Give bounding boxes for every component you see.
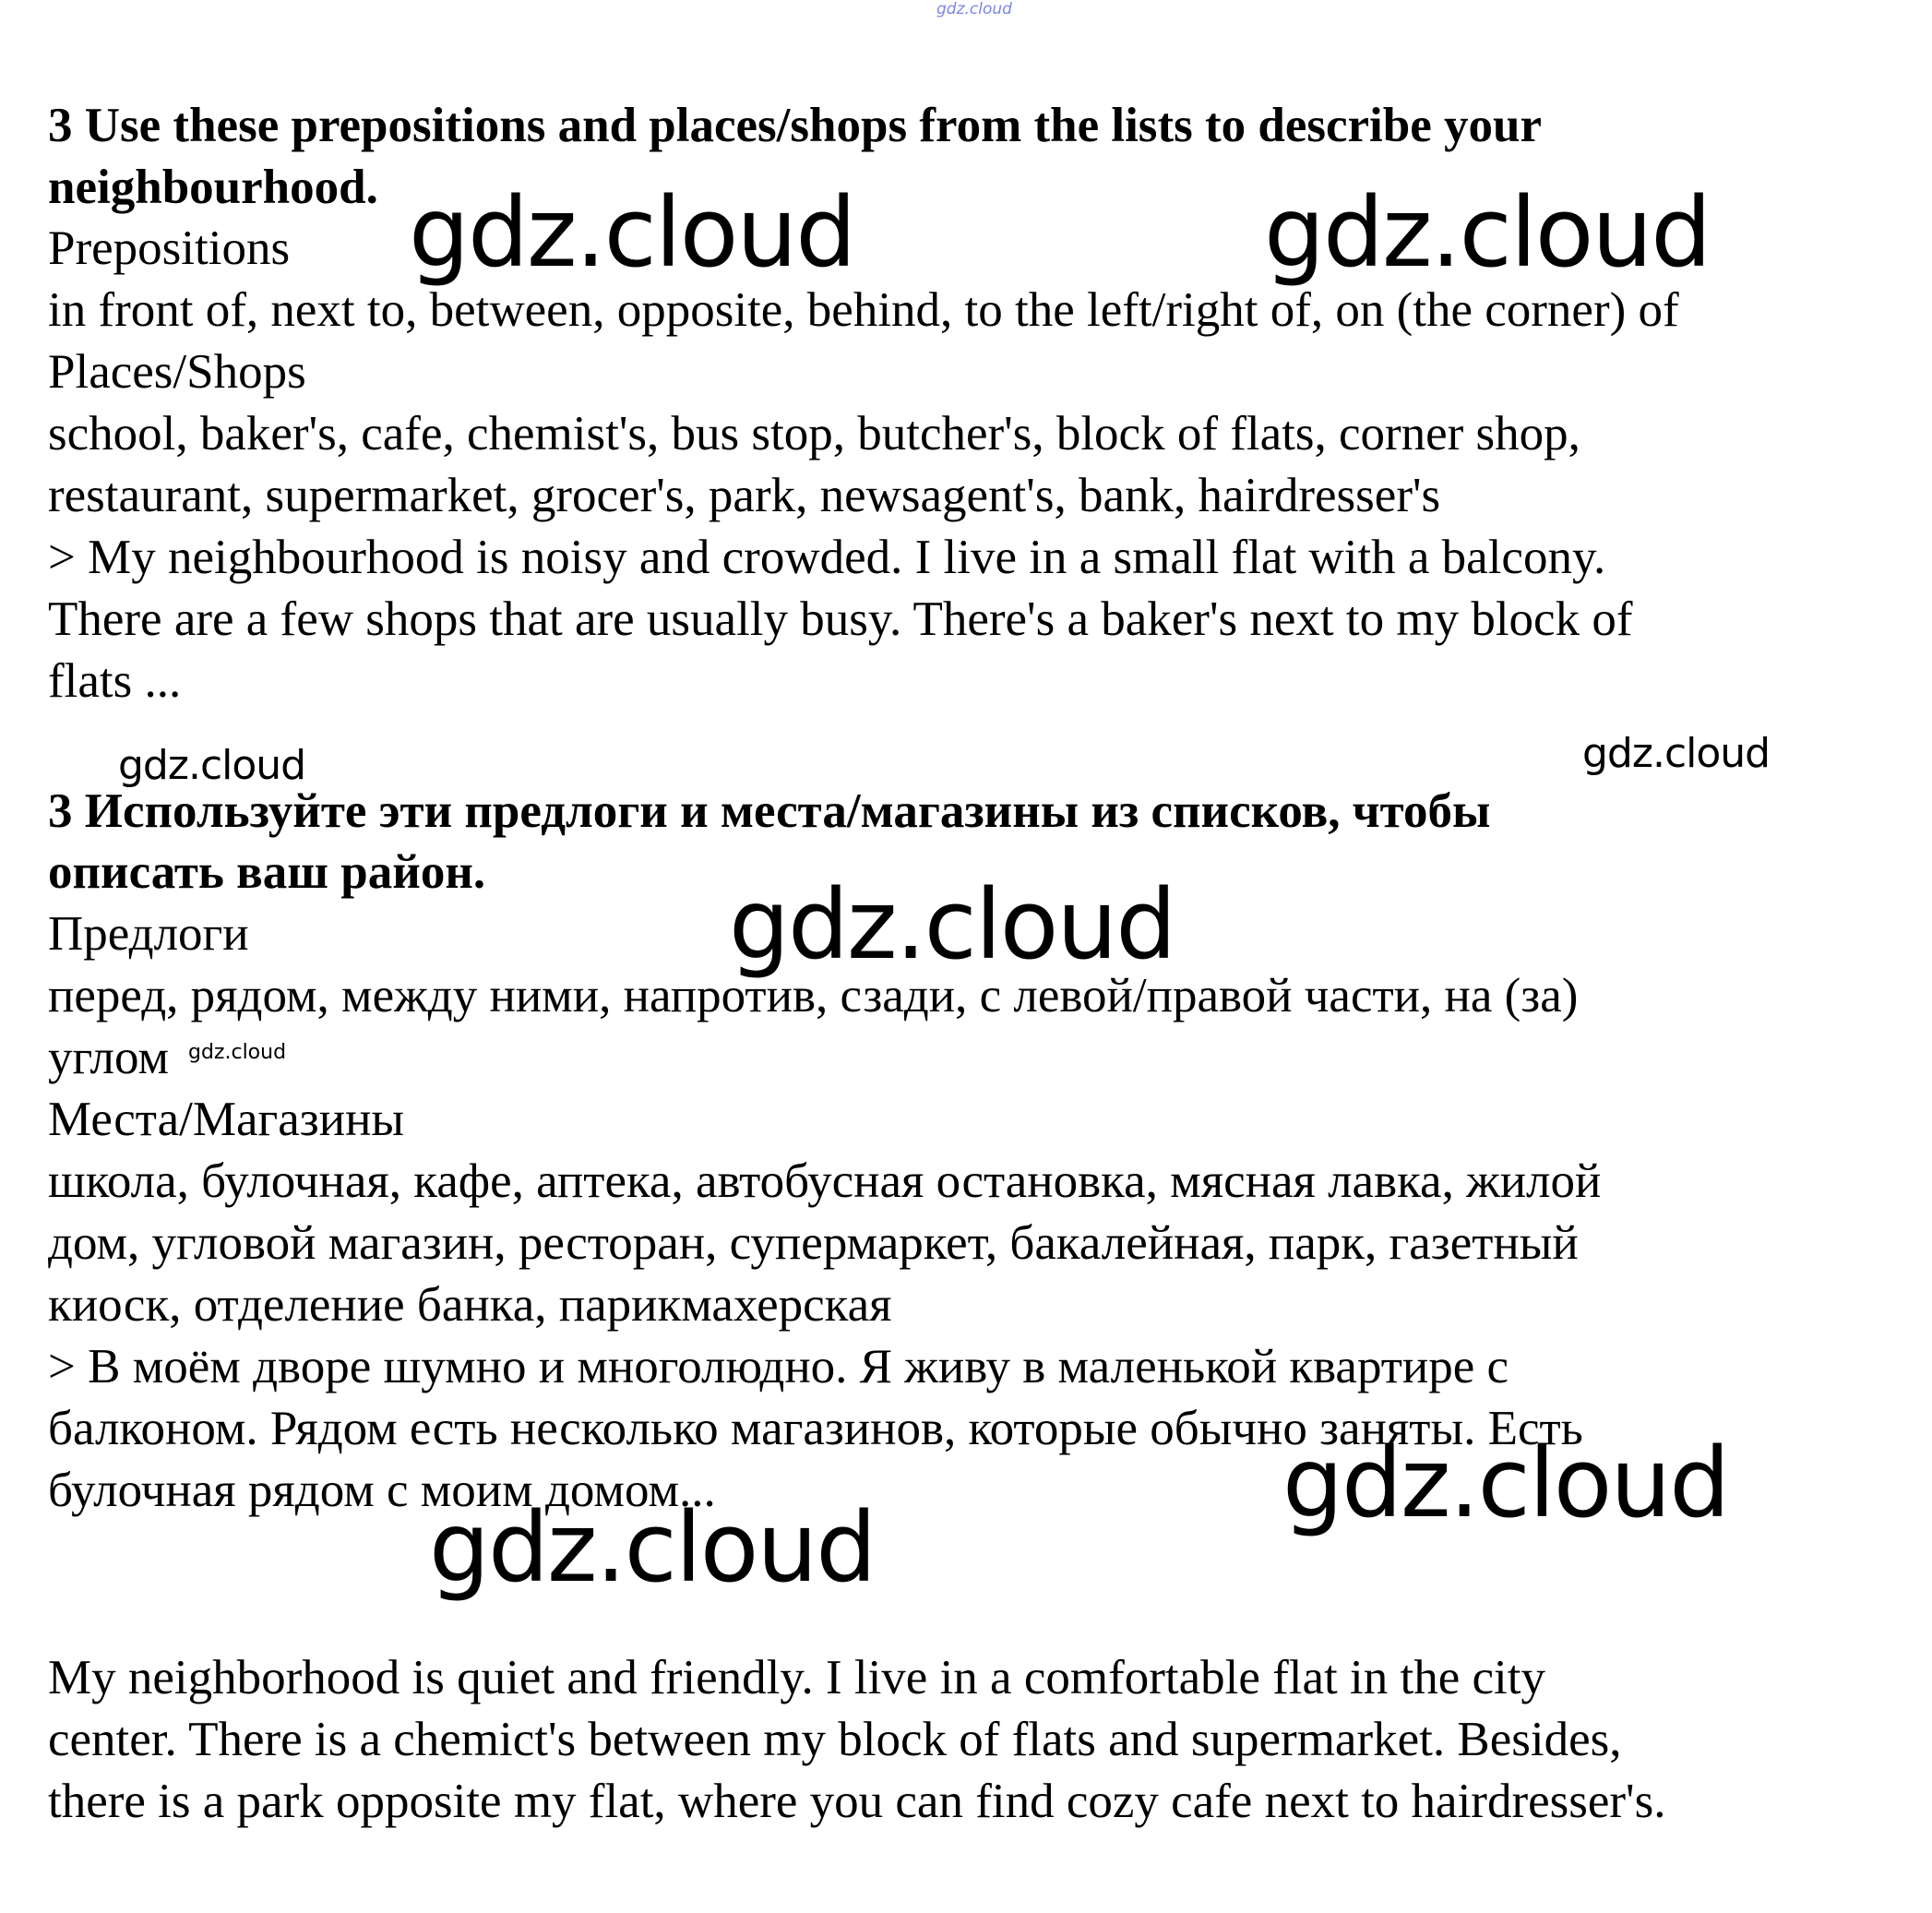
english-places-line-2: restaurant, supermarket, grocer's, park, newsagent's, bank, hairdresser's	[48, 469, 1441, 522]
english-prepositions-list: in front of, next to, between, opposite, behind, to the left/right of, on (the corner) of	[48, 283, 1679, 337]
watermark-top: gdz.cloud	[936, 0, 1012, 18]
russian-example-line-2: балконом. Рядом есть несколько магазинов, которые обычно заняты. Есть	[48, 1402, 1583, 1455]
russian-places-line-3: киоск, отделение банка, парикмахерская	[48, 1278, 892, 1332]
answer-line-1: My neighborhood is quiet and friendly. I live in a comfortable flat in the city	[48, 1651, 1545, 1704]
russian-places-line-2: дом, угловой магазин, ресторан, супермаркет, бакалейная, парк, газетный	[48, 1216, 1579, 1270]
english-example-line-1: > My neighbourhood is noisy and crowded. I live in a small flat with a balcony.	[48, 531, 1606, 584]
russian-prepositions-heading: Предлоги	[48, 907, 249, 961]
english-places-line-1: school, baker's, cafe, chemist's, bus stop, butcher's, block of flats, corner shop,	[48, 407, 1580, 460]
english-example-line-3: flats ...	[48, 654, 182, 708]
russian-prepositions-line-1: перед, рядом, между ними, напротив, сзади, с левой/правой части, на (за)	[48, 969, 1579, 1022]
watermark-large-2: gdz.cloud	[1264, 176, 1711, 289]
watermark-large-3: gdz.cloud	[729, 868, 1175, 981]
english-task-title-line-2: neighbourhood.	[48, 161, 378, 214]
russian-example-line-3: булочная рядом с моим домом...	[48, 1464, 716, 1517]
watermark-small: gdz.cloud	[188, 1041, 287, 1064]
english-places-heading: Places/Shops	[48, 345, 306, 399]
watermark-medium-2: gdz.cloud	[1582, 730, 1771, 777]
russian-places-line-1: школа, булочная, кафе, аптека, автобусная остановка, мясная лавка, жилой	[48, 1154, 1602, 1208]
answer-line-2: center. There is a chemict's between my block of flats and supermarket. Besides,	[48, 1713, 1622, 1766]
watermark-medium-1: gdz.cloud	[118, 742, 306, 789]
russian-prepositions-line-2: углом	[48, 1031, 170, 1084]
russian-places-heading: Места/Магазины	[48, 1093, 405, 1146]
english-example-line-2: There are a few shops that are usually busy. There's a baker's next to my block of	[48, 592, 1633, 646]
watermark-large-4: gdz.cloud	[1282, 1427, 1729, 1539]
russian-task-title-line-1: 3 Используйте эти предлоги и места/магазины из списков, чтобы	[48, 784, 1491, 838]
english-task-title-line-1: 3 Use these prepositions and places/shops from the lists to describe your	[48, 99, 1543, 152]
watermark-large-5: gdz.cloud	[429, 1491, 876, 1604]
russian-task-title-line-2: описать ваш район.	[48, 845, 486, 899]
russian-example-line-1: > В моём дворе шумно и многолюдно. Я живу в маленькой квартире с	[48, 1340, 1509, 1393]
english-prepositions-heading: Prepositions	[48, 221, 291, 275]
answer-line-3: there is a park opposite my flat, where you can find cozy cafe next to hairdresser's.	[48, 1775, 1666, 1828]
watermark-large-1: gdz.cloud	[409, 176, 855, 289]
